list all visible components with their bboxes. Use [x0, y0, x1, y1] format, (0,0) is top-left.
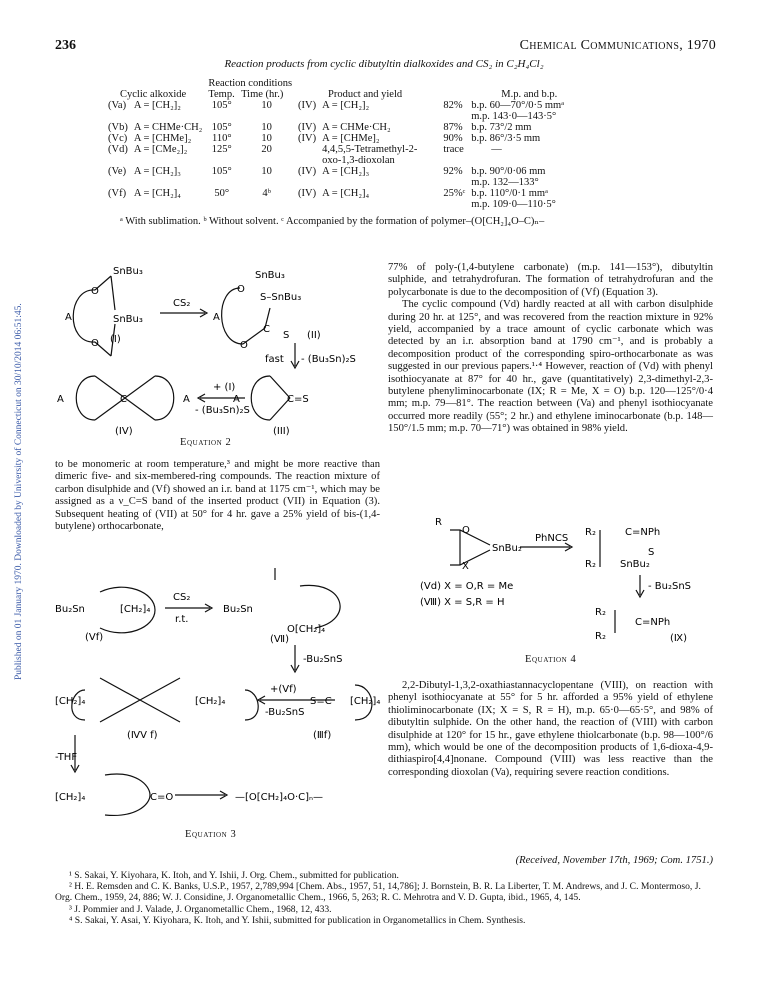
svg-text:CS₂: CS₂	[173, 298, 191, 309]
svg-text:S–SnBu₃: S–SnBu₃	[260, 292, 302, 303]
col-mp: M.p. and b.p.	[501, 89, 558, 100]
table-row: (Vb) A = CHMe·CH₂ 105° 10 (IV) A = CHMe·CH₂ 87% b.p. 73°/2 mm	[108, 122, 532, 133]
table-row: (Vf) A = [CH₂]₄ 50° 4ᵇ (IV) A = [CH₂]₄ 25%ᶜ b.p. 110°/0·1 mmᵃ m.p. 109·0—110·5°	[108, 188, 556, 210]
svg-text:- (Bu₃Sn)₂S: - (Bu₃Sn)₂S	[195, 405, 250, 416]
svg-text:C: C	[263, 324, 270, 335]
table-row: (Vd) A = [CMe₂]₂ 125° 20 4,4,5,5-Tetramethyl-2- oxo-1,3-dioxolan trace —	[108, 144, 502, 166]
svg-text:O[CH₂]₄: O[CH₂]₄	[287, 624, 326, 635]
svg-text:(Ⅲf): (Ⅲf)	[313, 730, 332, 741]
table-footnote: ᵃ With sublimation. ᵇ Without solvent. ᶜ Accompanied by the formation of polymer–(O[CH₂]₄O–C)ₙ–	[120, 216, 545, 227]
svg-text:(Ⅶ): (Ⅶ)	[270, 634, 289, 645]
svg-text:A: A	[65, 312, 72, 323]
svg-text:SnBu₃: SnBu₃	[255, 270, 285, 281]
svg-text:(III): (III)	[273, 426, 290, 437]
svg-text:-Bu₂SnS: -Bu₂SnS	[265, 707, 305, 718]
paragraph: The cyclic compound (Vd) hardly reacted at all with carbon disulphide during 20 hr. at 125°, and was recovered from the reaction mixture in 92% yield, accompanied by a trace amount of cyclic carbonate which was detected by an i.r. absorption band at 1790 cm⁻¹, and is probably a decomposition product of the corresponding spiro-orthocarbonate as was suggested in our previous papers.¹·⁴ However, reaction of (Vd) with phenyl isothiocyanate at 87° for 40 hr., gave (quantitatively) 2,3-dimethyl-2,3-butylene phenyliminocarbonate (IX; R = Me, X = O) b.p. 120—125°/0·4 mm; m.p. 79—81°. The reaction between (Va) and phenyl isothiocyanate occurred more readily (55°; 2 hr.) and ethylene iminocarbonate (b.p. 148—150°/1.5 mm; m.p. 70—71°) was obtained in 98% yield.	[388, 299, 713, 435]
svg-text:O: O	[462, 525, 470, 536]
equation-2-scheme	[55, 258, 385, 448]
left-column-text	[55, 459, 380, 533]
received-line: (Received, November 17th, 1969; Com. 1751.)	[515, 855, 713, 866]
svg-text:CS₂: CS₂	[173, 592, 191, 603]
svg-text:(Ⅴd) X = O,R = Me: (Ⅴd) X = O,R = Me	[420, 581, 514, 592]
svg-text:C=NPh: C=NPh	[635, 617, 671, 628]
paragraph: 2,2-Dibutyl-1,3,2-oxathiastannacyclopentane (VIII), on reaction with phenyl isothiocyanate at 55° for 5 hr. afforded a 95% yield of ethylene thioliminocarbonate (IX; X = S, R = H), m.p. 65·0—65·5°, and 98% of dibutyltin sulphide. On the other hand, the reaction of (VIII) with carbon disulphide at 120° for 15 hr., gave ethylene thiolcarbonate (b.p. 98—100°/6 mm), which would be one of the decomposition products of 1,6-dioxa-4,9-dithiaspiro[4,4]nonane. Compound (VIII) was less reactive than the corresponding dioxolan (Va), requiring severe reaction conditions.	[388, 680, 713, 778]
svg-text:[CH₂]₄: [CH₂]₄	[55, 696, 86, 707]
svg-text:PhNCS: PhNCS	[535, 533, 569, 544]
equation-3-caption: Equation 3	[185, 829, 237, 840]
table-row: (Ve) A = [CH₂]₃ 105° 10 (IV) A = [CH₂]₃ 92% b.p. 90°/0·06 mm m.p. 132—133°	[108, 166, 546, 188]
svg-text:(ⅣV f): (ⅣV f)	[127, 730, 158, 741]
svg-text:-Bu₂SnS: -Bu₂SnS	[303, 654, 343, 665]
paragraph: 77% of poly-(1,4-butylene carbonate) (m.p. 141—153°), dibutyltin sulphide, and tetrahydrofuran. The formation of tetrahydrofuran and the polycarbonate is due to the decomposition of (Vf) (Equation 3).	[388, 262, 713, 298]
reaction-table	[108, 78, 570, 210]
svg-text:R₂: R₂	[585, 559, 596, 570]
journal-title: Chemical Communications, 1970	[519, 38, 716, 53]
svg-text:Bu₂Sn: Bu₂Sn	[223, 604, 253, 615]
references	[55, 870, 715, 926]
svg-text:- (Bu₃Sn)₂S: - (Bu₃Sn)₂S	[301, 354, 356, 365]
reference-item: ³ J. Pommier and J. Valade, J. Organometallic Chem., 1968, 12, 433.	[69, 903, 332, 915]
svg-text:(IV): (IV)	[115, 426, 133, 437]
svg-text:+ (I): + (I)	[213, 382, 236, 393]
svg-text:[CH₂]₄: [CH₂]₄	[55, 792, 86, 803]
svg-text:(Ⅷ) X = S,R = H: (Ⅷ) X = S,R = H	[420, 597, 505, 608]
equation-4-scheme	[420, 515, 720, 645]
table-row: (Va) A = [CH₂]₂ 105° 10 (IV) A = [CH₂]₂ 82% b.p. 60—70°/0·5 mmᵃ m.p. 143·0—143·5°	[108, 100, 565, 122]
svg-text:[CH₂]₄: [CH₂]₄	[350, 696, 381, 707]
paragraph: to be monomeric at room temperature,³ and might be more reactive than dimeric five- and six-membered-ring compounds. The reaction mixture of carbon disulphide and (Vf) showed an i.r. band at 1175 cm⁻¹, which may be assigned as a ν_C=S band of the inserted product (VII) in Equation (3). Subsequent heating of (VII) at 50° for 4 hr. gave a 25% yield of bis-(1,4-butylene) orthocarbonate,	[55, 459, 380, 533]
ring-arc	[73, 290, 95, 342]
table-row: (Vc) A = [CHMe]₂ 110° 10 (IV) A = [CHMe]₂ 90% b.p. 86°/3·5 mm	[108, 133, 541, 144]
col-alkoxide: Cyclic alkoxide	[120, 89, 187, 100]
right-column-text	[388, 262, 713, 436]
svg-text:O: O	[91, 286, 99, 297]
col-product: Product and yield	[328, 89, 403, 100]
svg-text:C=S: C=S	[287, 394, 309, 405]
svg-text:-THF: -THF	[55, 752, 78, 763]
reference-item: ⁴ S. Sakai, Y. Asai, Y. Kiyohara, K. Itoh, and Y. Ishii, submitted for publication in Organometallics in Chem. Synthesis.	[69, 914, 526, 926]
equation-2-caption: Equation 2	[180, 437, 232, 448]
svg-text:SnBu₂: SnBu₂	[492, 543, 522, 554]
svg-text:S: S	[648, 547, 655, 558]
svg-text:A: A	[233, 394, 240, 405]
col-time: Time (hr.)	[241, 89, 284, 100]
svg-text:C: C	[120, 394, 127, 405]
svg-text:(II): (II)	[307, 330, 321, 341]
svg-text:O: O	[240, 340, 248, 351]
svg-text:SnBu₃: SnBu₃	[113, 314, 143, 325]
svg-text:C=O: C=O	[150, 792, 174, 803]
svg-text:(Ⅸ): (Ⅸ)	[670, 633, 687, 644]
svg-text:A: A	[213, 312, 220, 323]
table-caption: Reaction products from cyclic dibutyltin dialkoxides and CS₂ in C₂H₄Cl₂	[224, 58, 544, 70]
svg-text:Bu₂Sn: Bu₂Sn	[55, 604, 85, 615]
svg-text:S=C: S=C	[310, 696, 332, 707]
svg-text:A: A	[183, 394, 190, 405]
svg-text:S: S	[283, 330, 290, 341]
svg-text:+(Ⅴf): +(Ⅴf)	[270, 684, 297, 695]
svg-text:fast: fast	[265, 354, 284, 365]
svg-text:[CH₂]₄: [CH₂]₄	[120, 604, 151, 615]
svg-text:[CH₂]₄: [CH₂]₄	[195, 696, 226, 707]
svg-text:SnBu₂: SnBu₂	[620, 559, 650, 570]
group-header: Reaction conditions	[208, 78, 293, 89]
svg-text:(Ⅴf): (Ⅴf)	[85, 632, 104, 643]
svg-text:R₂: R₂	[585, 527, 596, 538]
svg-text:(I): (I)	[110, 334, 121, 345]
page-number: 236	[55, 38, 76, 53]
svg-text:R₂: R₂	[595, 607, 606, 618]
col-temp: Temp.	[208, 89, 235, 100]
equation-3-scheme	[55, 560, 385, 820]
svg-text:O: O	[237, 284, 245, 295]
right-column-text-2	[388, 680, 713, 779]
svg-text:R: R	[435, 517, 442, 528]
svg-text:A: A	[57, 394, 64, 405]
side-watermark: Published on 01 January 1970. Downloaded by University of Connecticut on 30/10/2014 06:51:45.	[14, 303, 24, 680]
svg-text:C=NPh: C=NPh	[625, 527, 661, 538]
svg-text:X: X	[462, 561, 469, 572]
svg-text:- Bu₂SnS: - Bu₂SnS	[648, 581, 692, 592]
reference-item: ² H. E. Remsden and C. K. Banks, U.S.P., 1957, 2,789,994 [Chem. Abs., 1957, 51, 14,786]; J. Bornstein, B. R. La Liberter, T. M. Andrews, and J. C. Montermoso, J. Org. Chem., 1959, 24, 886; W. J. Considine, J. Organometallic Chem., 1966, 5, 263; R. C. Mehrotra and V. D. Gupta, ibid., 1965, 4, 145.	[55, 881, 701, 904]
svg-text:R₂: R₂	[595, 631, 606, 642]
reference-item: ¹ S. Sakai, Y. Kiyohara, K. Itoh, and Y. Ishii, J. Org. Chem., submitted for publication.	[69, 870, 399, 881]
svg-text:r.t.: r.t.	[175, 614, 189, 625]
equation-4-caption: Equation 4	[525, 654, 577, 665]
svg-text:—[O[CH₂]₄O·C]ₙ—: —[O[CH₂]₄O·C]ₙ—	[235, 792, 324, 803]
svg-text:SnBu₃: SnBu₃	[113, 266, 143, 277]
svg-text:O: O	[91, 338, 99, 349]
